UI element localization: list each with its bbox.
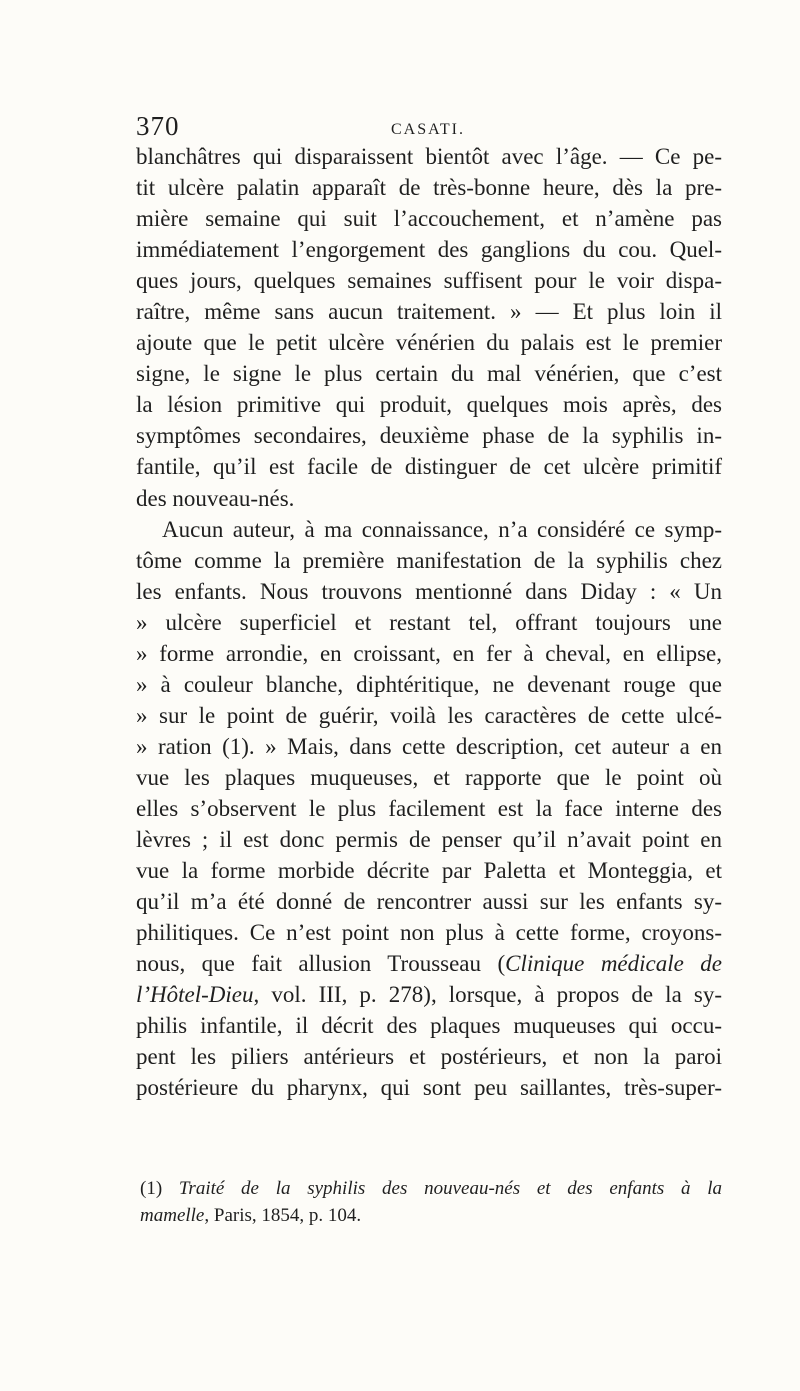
footnote: [140, 1175, 722, 1229]
text-line: lèvres ; il est donc permis de penser qu’il n’avait point en: [136, 827, 722, 853]
text-line: ajoute que le petit ulcère vénérien du palais est le premier: [136, 330, 722, 356]
text-line: tit ulcère palatin apparaît de très-bonne heure, dès la pre-: [136, 175, 722, 201]
text-line: vue les plaques muqueuses, et rapporte que le point où: [136, 764, 722, 790]
page-header: [136, 111, 721, 145]
text-line: » ration (1). » Mais, dans cette description, cet auteur a en: [136, 733, 722, 759]
text-line: [136, 979, 722, 1010]
footnote-line: [140, 1175, 722, 1202]
paragraph-first-line: Aucun auteur, à ma connaissance, n’a considéré ce symp-: [162, 516, 722, 542]
text-line: philitiques. Ce n’est point non plus à cette forme, croyons-: [136, 920, 722, 946]
footnote-title-continued: mamelle: [140, 1205, 205, 1226]
text-line: » forme arrondie, en croissant, en fer à cheval, en ellipse,: [136, 640, 722, 666]
line-segment: nous, que fait allusion Trousseau (: [136, 951, 506, 977]
text-line: » sur le point de guérir, voilà les caractères de cette ulcé-: [136, 702, 722, 728]
body-text: [136, 141, 722, 1103]
text-line: immédiatement l’engorgement des ganglions du cou. Quel-: [136, 237, 722, 263]
text-line: qu’il m’a été donné de rencontrer aussi sur les enfants sy-: [136, 889, 722, 915]
footnote-title: Traité de la syphilis des nouveau-nés et des enfants à la: [178, 1178, 723, 1199]
book-title-continued: l’Hôtel-Dieu: [136, 982, 254, 1008]
text-line: ques jours, quelques semaines suffisent pour le voir dispa-: [136, 268, 722, 294]
text-line: mière semaine qui suit l’accouchement, et n’amène pas: [136, 206, 722, 232]
text-line: [136, 948, 722, 979]
text-line: tôme comme la première manifestation de la syphilis chez: [136, 547, 722, 573]
text-line: signe, le signe le plus certain du mal vénérien, que c’est: [136, 361, 722, 387]
text-line: les enfants. Nous trouvons mentionné dans Diday : « Un: [136, 578, 722, 604]
text-line: blanchâtres qui disparaissent bientôt avec l’âge. — Ce pe-: [136, 144, 722, 169]
text-line: fantile, qu’il est facile de distinguer de cet ulcère primitif: [136, 454, 722, 480]
text-line: postérieure du pharynx, qui sont peu saillantes, très-super-: [136, 1075, 722, 1101]
footnote-citation: , Paris, 1854, p. 104.: [204, 1205, 362, 1226]
page-number: 370: [136, 111, 180, 141]
book-title: Clinique médicale de: [505, 951, 722, 977]
running-head: CASATI.: [391, 121, 466, 138]
text-line: vue la forme morbide décrite par Paletta et Monteggia, et: [136, 858, 722, 884]
line-segment: , vol. III, p. 278), lorsque, à propos de la sy-: [253, 982, 722, 1008]
text-line: pent les piliers antérieurs et postérieurs, et non la paroi: [136, 1044, 722, 1070]
text-line: des nouveau-nés.: [136, 485, 295, 511]
text-line: » ulcère superficiel et restant tel, offrant toujours une: [136, 609, 722, 635]
text-line: » à couleur blanche, diphtéritique, ne devenant rouge que: [136, 671, 722, 697]
footnote-marker: (1): [140, 1178, 163, 1199]
text-line: raître, même sans aucun traitement. » — Et plus loin il: [136, 299, 722, 325]
text-line: la lésion primitive qui produit, quelques mois après, des: [136, 392, 722, 418]
footnote-line: [140, 1202, 722, 1229]
text-line: philis infantile, il décrit des plaques muqueuses qui occu-: [136, 1013, 722, 1039]
text-line: elles s’observent le plus facilement est la face interne des: [136, 795, 722, 821]
text-line: symptômes secondaires, deuxième phase de la syphilis in-: [136, 423, 722, 449]
